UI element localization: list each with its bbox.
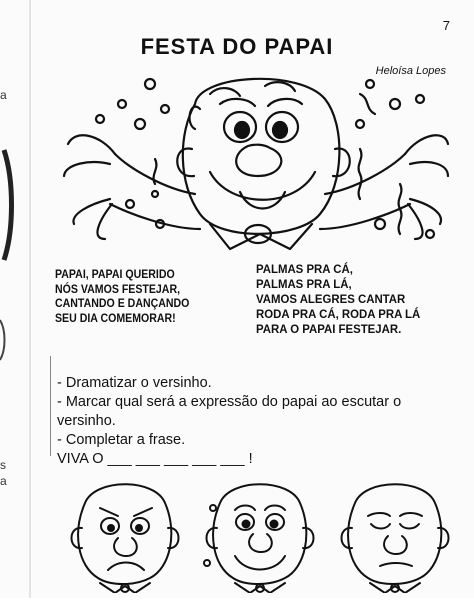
margin-letter: s [0, 458, 6, 472]
poem-stanza-2 [256, 262, 420, 337]
face-options [60, 478, 450, 593]
binding-edge [0, 0, 34, 598]
father-illustration [60, 64, 450, 264]
page-title: FESTA DO PAPAI [140, 34, 334, 59]
poem-line: VAMOS ALEGRES CANTAR [256, 292, 406, 306]
instructions-bracket [50, 356, 57, 456]
author-name: Heloísa Lopes [375, 65, 446, 77]
margin-letter: a [0, 88, 7, 102]
sleepy-face-option[interactable] [342, 484, 449, 593]
poem-line: PALMAS PRA CÁ, [256, 262, 353, 276]
sad-face-option[interactable] [72, 484, 179, 593]
happy-face-option[interactable] [204, 484, 314, 593]
instruction-line: - Completar a frase. [57, 432, 186, 448]
poem-line: PAPAI, PAPAI QUERIDO [55, 269, 175, 281]
margin-letter: a [0, 474, 7, 488]
poem-line: CANTANDO E DANÇANDO [55, 298, 190, 310]
page-number: 7 [442, 18, 450, 33]
poem-line: RODA PRA CÁ, RODA PRA LÁ [256, 307, 421, 321]
instructions [57, 374, 457, 469]
poem-line: NÓS VAMOS FESTEJAR, [55, 283, 181, 296]
instruction-line: - Marcar qual será a expressão do papai ao escutar o [57, 394, 402, 410]
poem-line: SEU DIA COMEMORAR! [55, 312, 176, 325]
instruction-line: - Dramatizar o versinho. [57, 375, 212, 391]
fill-in-sentence[interactable]: VIVA O ___ ___ ___ ___ ___ ! [57, 451, 253, 467]
poem-line: PARA O PAPAI FESTEJAR. [256, 322, 402, 336]
poem-line: PALMAS PRA LÁ, [256, 277, 352, 291]
instruction-line: versinho. [57, 413, 116, 429]
poem-stanza-1 [55, 268, 189, 326]
